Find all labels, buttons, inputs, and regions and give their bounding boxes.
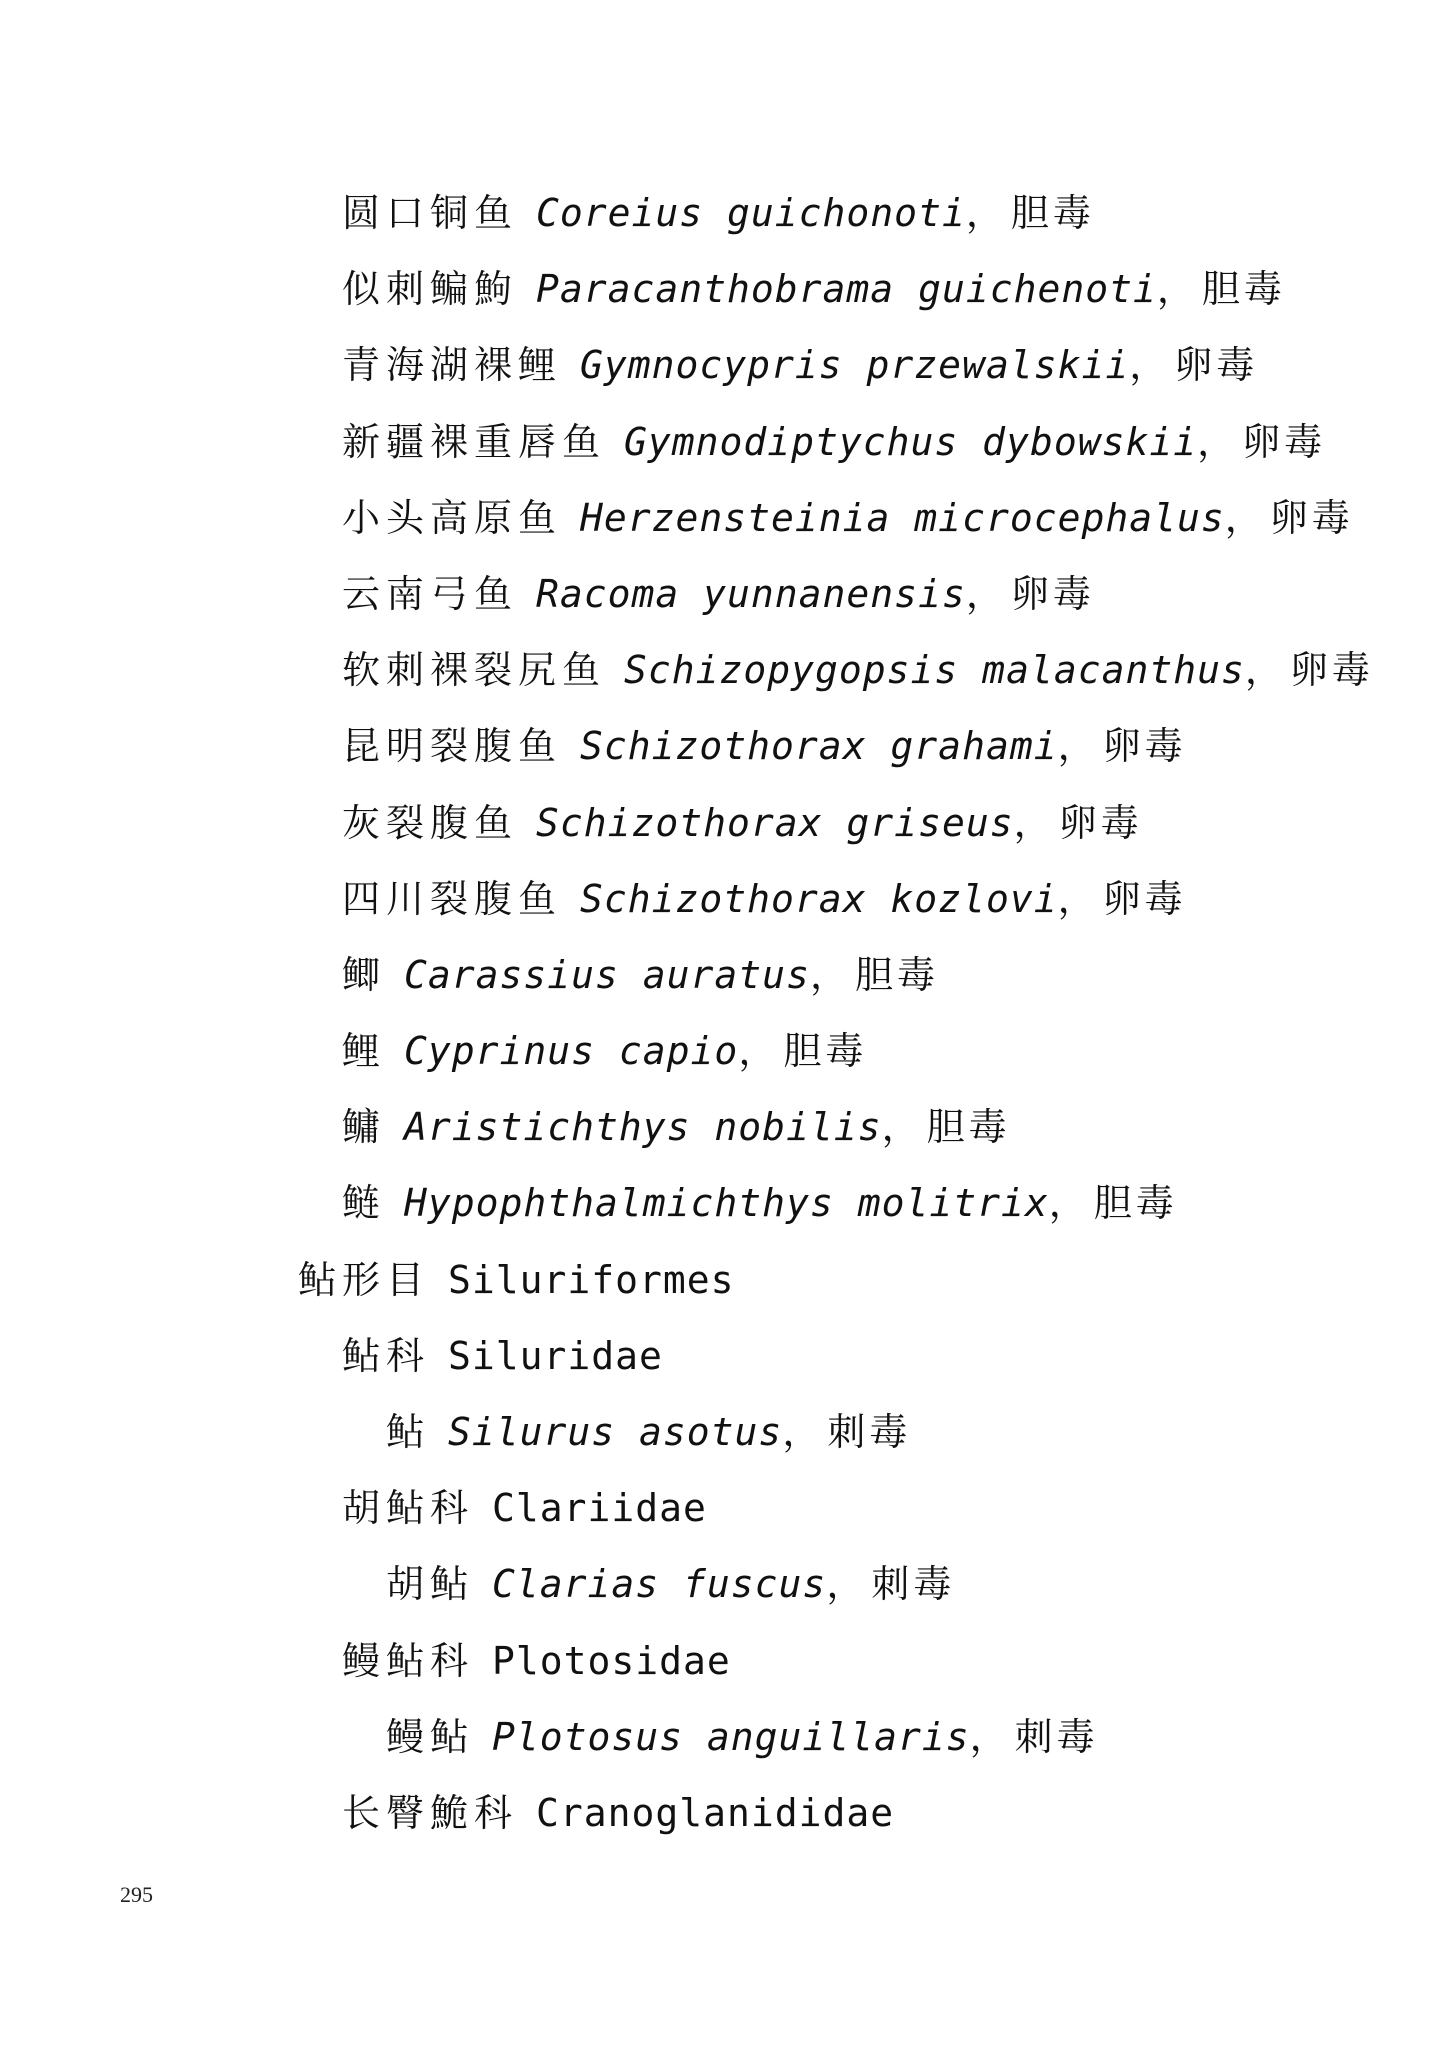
toxicity-note: 卵毒	[1102, 724, 1187, 769]
toxicity-note: 胆毒	[1093, 1181, 1178, 1226]
scientific-name: Plotosidae	[492, 1638, 731, 1683]
species-entry	[0, 1102, 1448, 1178]
separator-comma: ，	[965, 571, 1005, 616]
toxicity-note: 胆毒	[783, 1029, 868, 1074]
scientific-name: Aristichthys nobilis	[404, 1105, 882, 1150]
separator-comma: ，	[965, 191, 1005, 235]
species-entry	[0, 493, 1448, 569]
separator-comma: ，	[1156, 267, 1196, 312]
scientific-name: Siluridae	[448, 1333, 663, 1378]
species-entry	[0, 264, 1448, 340]
chinese-name: 新疆裸重唇鱼	[342, 419, 607, 464]
chinese-name: 鲫	[342, 952, 387, 997]
chinese-name: 鲇科	[342, 1333, 431, 1378]
toxicity-note: 卵毒	[1289, 648, 1374, 693]
species-entry	[0, 1026, 1448, 1102]
scientific-name: Hypophthalmichthys molitrix	[404, 1181, 1049, 1226]
chinese-name: 鲇形目	[298, 1257, 431, 1302]
separator-comma: ，	[1057, 724, 1097, 769]
separator-comma: ，	[1129, 343, 1169, 388]
species-entry	[0, 569, 1448, 645]
scientific-name: Silurus asotus	[448, 1410, 783, 1454]
separator-comma: ，	[809, 952, 849, 997]
chinese-name: 昆明裂腹鱼	[342, 724, 563, 769]
species-entry	[0, 874, 1448, 950]
scientific-name: Paracanthobrama guichenoti	[536, 267, 1157, 312]
separator-comma: ，	[969, 1714, 1009, 1759]
species-entry	[0, 417, 1448, 493]
scientific-name: Herzensteinia microcephalus	[580, 495, 1225, 540]
species-entry	[0, 1407, 1448, 1483]
scientific-name: Plotosus anguillaris	[492, 1714, 970, 1759]
chinese-name: 似刺鳊鮈	[342, 267, 519, 312]
scientific-name: Gymnodiptychus dybowskii	[624, 419, 1198, 464]
chinese-name: 胡鲇科	[342, 1486, 475, 1531]
scientific-name: Cyprinus capio	[404, 1029, 739, 1074]
toxicity-note: 卵毒	[1102, 876, 1187, 921]
scientific-name: Clarias fuscus	[492, 1562, 827, 1607]
separator-comma: ，	[738, 1029, 778, 1074]
scientific-name: Siluriformes	[448, 1257, 735, 1302]
species-entry	[0, 1559, 1448, 1635]
family-entry	[0, 1788, 1448, 1864]
species-entry	[0, 1178, 1448, 1254]
scientific-name: Carassius auratus	[404, 952, 810, 997]
toxicity-note: 胆毒	[1010, 191, 1095, 235]
separator-comma: ，	[1244, 648, 1284, 693]
toxicity-note: 卵毒	[1010, 571, 1095, 616]
species-entry	[0, 188, 1448, 264]
species-entry	[0, 721, 1448, 797]
order-entry	[0, 1255, 1448, 1331]
chinese-name: 长臀鮠科	[342, 1790, 519, 1835]
chinese-name: 软刺裸裂尻鱼	[342, 648, 607, 693]
scientific-name: Gymnocypris przewalskii	[580, 343, 1130, 388]
toxicity-note: 刺毒	[827, 1410, 912, 1454]
toxicity-note: 卵毒	[1058, 800, 1143, 845]
chinese-name: 圆口铜鱼	[342, 191, 519, 235]
toxicity-note: 刺毒	[871, 1562, 956, 1607]
separator-comma: ，	[1048, 1181, 1088, 1226]
chinese-name: 鳙	[342, 1105, 387, 1150]
toxicity-note: 卵毒	[1174, 343, 1259, 388]
separator-comma: ，	[782, 1410, 822, 1454]
chinese-name: 鲤	[342, 1029, 387, 1074]
separator-comma: ，	[1224, 495, 1264, 540]
taxon-list	[0, 188, 1448, 1864]
scientific-name: Schizopygopsis malacanthus	[624, 648, 1245, 693]
scientific-name: Schizothorax griseus	[536, 800, 1014, 845]
page-number: 295	[120, 1882, 153, 1907]
species-entry	[0, 645, 1448, 721]
chinese-name: 云南弓鱼	[342, 571, 519, 616]
toxicity-note: 胆毒	[1201, 267, 1286, 312]
chinese-name: 青海湖裸鲤	[342, 343, 563, 388]
separator-comma: ，	[1057, 876, 1097, 921]
chinese-name: 鳗鲇	[386, 1714, 475, 1759]
separator-comma: ，	[1013, 800, 1053, 845]
family-entry	[0, 1483, 1448, 1559]
scientific-name: Racoma yunnanensis	[536, 571, 966, 616]
scientific-name: Clariidae	[492, 1486, 707, 1531]
chinese-name: 鳗鲇科	[342, 1638, 475, 1683]
chinese-name: 四川裂腹鱼	[342, 876, 563, 921]
species-entry	[0, 950, 1448, 1026]
scientific-name: Schizothorax kozlovi	[580, 876, 1058, 921]
toxicity-note: 卵毒	[1269, 495, 1354, 540]
toxicity-note: 卵毒	[1242, 419, 1327, 464]
toxicity-note: 胆毒	[854, 952, 939, 997]
scientific-name: Schizothorax grahami	[580, 724, 1058, 769]
family-entry	[0, 1636, 1448, 1712]
toxicity-note: 胆毒	[926, 1105, 1011, 1150]
toxicity-note: 刺毒	[1014, 1714, 1099, 1759]
separator-comma: ，	[1197, 419, 1237, 464]
scientific-name: Coreius guichonoti	[536, 191, 966, 235]
chinese-name: 鲇	[386, 1410, 431, 1454]
species-entry	[0, 1712, 1448, 1788]
species-entry	[0, 340, 1448, 416]
separator-comma: ，	[826, 1562, 866, 1607]
scientific-name: Cranoglanididae	[536, 1790, 895, 1835]
separator-comma: ，	[881, 1105, 921, 1150]
chinese-name: 灰裂腹鱼	[342, 800, 519, 845]
family-entry	[0, 1331, 1448, 1407]
species-entry	[0, 798, 1448, 874]
chinese-name: 鲢	[342, 1181, 387, 1226]
chinese-name: 胡鲇	[386, 1562, 475, 1607]
chinese-name: 小头高原鱼	[342, 495, 563, 540]
